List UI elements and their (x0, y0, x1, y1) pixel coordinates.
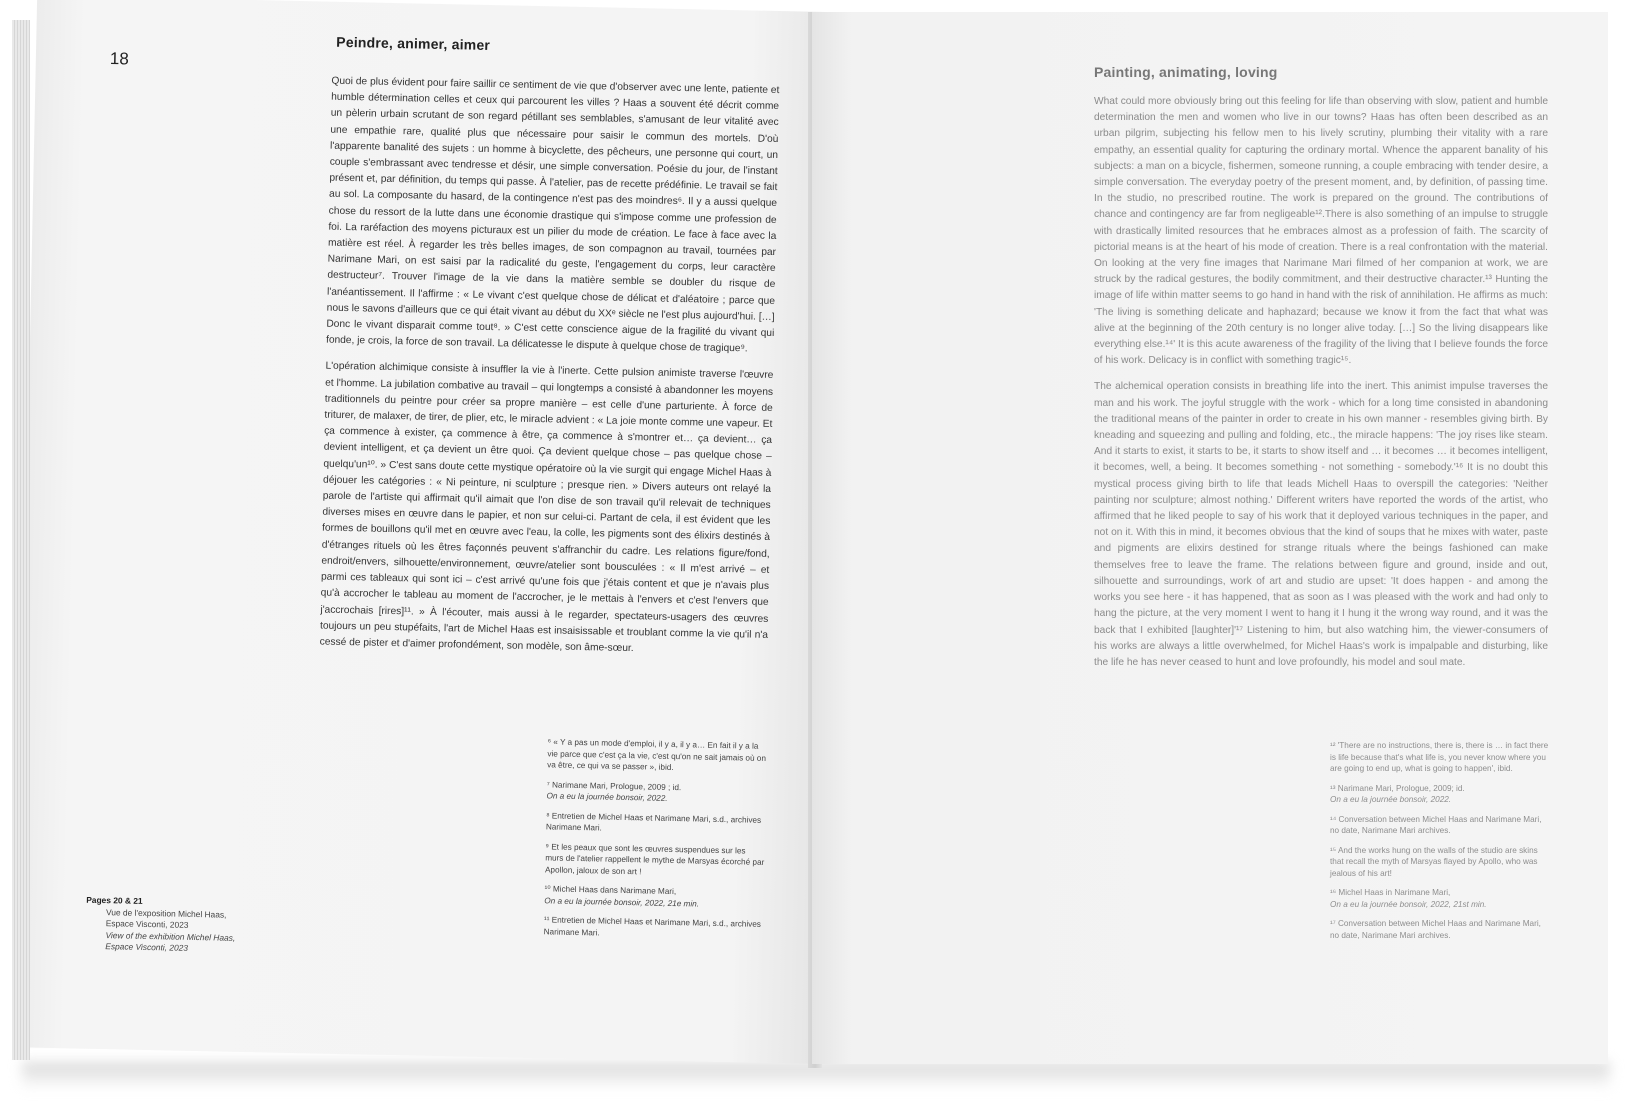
footnote-7: ⁷ Narimane Mari, Prologue, 2009 ; id. On a eu la journée bonsoir, 2022. (546, 779, 682, 803)
footnote-14: ¹⁴ Conversation between Michel Haas and Narimane Mari, no date, Narimane Mari archives. (1330, 814, 1542, 835)
footnote-11: ¹¹ Entretien de Michel Haas et Narimane Mari, s.d., archives Narimane Mari. (543, 915, 762, 937)
french-title: Peindre, animer, aimer (336, 33, 491, 53)
footnote-12: ¹² 'There are no instructions, there is, there is … in fact there is life because that's what life is, you never know where you are going to end up, what is going to happen', ibid. (1330, 741, 1549, 773)
footnote-9: ⁹ Et les peaux que sont les œuvres suspendues sur les murs de l'atelier rappellent le mythe de Marsyas écorché par Apollon, jaloux de son art ! (544, 841, 765, 876)
page-number: 18 (109, 49, 130, 69)
left-page (15, 0, 831, 1064)
footnote-15: ¹⁵ And the works hung on the walls of the studio are skins that recall the myth of Marsyas flayed by Apollo, who was jealous of his art! (1330, 845, 1538, 878)
english-footnotes (1330, 740, 1550, 949)
footnote-16: ¹⁶ Michel Haas in Narimane Mari, On a eu la journée bonsoir, 2022, 21st min. (1330, 888, 1487, 909)
caption-line-4: Espace Visconti, 2023 (105, 941, 189, 953)
image-caption (85, 895, 236, 956)
english-paragraph-2: The alchemical operation consists in breathing life into the inert. This animist impulse traverses the man and his work. The joyful struggle with the work - which for a long time consisted in abandoning the traditional means of the painter in order to create in his own manner - resembles giving birth. By kneading and squeezing and pulling and folding, etc., the miracle happens: 'The joy rises like steam. And it starts to exist, it starts to be, it starts to show itself and … it becomes … it becomes intelligent, it becomes, well, a being. It becomes something - not something - somebody.'¹⁶ It is no doubt this mystical process giving birth to life that leads Michell Haas to overspill the categories: 'Neither painting nor sculpture; almost nothing.' Different writers have reported the words of the artist, who affirmed that he liked people to say of his work that it deployed various techniques in the paper, and not on it. With this in mind, it becomes obvious that the kind of soups that he mixes with water, paste and pigments are elixirs destined for strange rituals where the beings fashioned can make themselves free to leave the frame. The relations between figure and ground, inside and out, silhouette and surroundings, work of art and studio are upset: 'It does happen - and among the works you see here - it has happened, that as soon as I was pleased with the work and had only to hang the picture, at the very moment I went to hang it I hung it the wrong way round, and it was the back that I exhibited [laughter]'¹⁷ Listening to him, but also watching him, the viewer-consumers of his works are always a little overwhelmed, for Michel Haas's work is impalpable and disturbing, like the life he has never ceased to hunt and love profoundly, his model and soul mate. (1094, 381, 1548, 668)
footnote-6: ⁶ « Y a pas un mode d'emploi, il y a, il y a… En fait il y a la vie parce que c'est ça la vie, c'est qu'on ne sait jamais où on va être, ce qui va se passer », ibid. (547, 737, 767, 772)
english-paragraph-1: What could more obviously bring out this feeling for life than observing with slow, patient and humble determination the men and women who live in our towns? Haas has often been described as an urban pilgrim, subjecting his fellow men to his lively scrutiny, plumbing their vitality with a rare empathy, an essential quality for capturing the ordinary mortal. Whence the apparent banality of his subjects: a man on a bicycle, fishermen, someone running, a couple embracing with tender desire, a simple conversation. The everyday poetry of the present moment, and, by definition, of passing time. In the studio, no prescribed routine. The work is prepared on the ground. The contributions of chance and contingency are far from negligeable¹².There is also something of an impulse to struggle with drastically limited resources that he embraces almost as a profession of faith. The scarcity of pictorial means is at the heart of his mode of creation. There is a real confrontation with the material. On looking at the very fine images that Narimane Mari filmed of her companion at work, we are struck by the radical gestures, the bodily commitment, and their destructive character.¹³ Hunting the image of life within matter seems to go hand in hand with the risk of annihilation. He affirms as much: 'The living is something delicate and haphazard; because we know it from the fact that what was alive at the beginning of the 20th century is no longer alive today. […] So the living disappears like everything else.¹⁴' It is this acute awareness of the fragility of the living that I believe founds the force of his work. Delicacy is in conflict with something tragic¹⁵. (1094, 96, 1548, 367)
footnote-10: ¹⁰ Michel Haas dans Narimane Mari, On a eu la journée bonsoir, 2022, 21e min. (544, 884, 700, 909)
footnote-13: ¹³ Narimane Mari, Prologue, 2009; id. On a eu la journée bonsoir, 2022. (1330, 783, 1465, 804)
caption-line-1: Vue de l'exposition Michel Haas, (105, 906, 227, 920)
english-body-text (1094, 94, 1548, 681)
caption-line-3: View of the exhibition Michel Haas, (105, 929, 236, 943)
caption-line-2: Espace Visconti, 2023 (105, 918, 189, 930)
right-page (812, 12, 1608, 1064)
french-body-text (319, 74, 779, 670)
caption-heading: Pages 20 & 21 (86, 894, 143, 906)
french-paragraph-2: L'opération alchimique consiste à insuffler la vie à l'inerte. Cette pulsion animiste traverse l'œuvre et l'homme. La jubilation combative au travail – qui longtemps a consisté à abandonner les moyens traditionnels du peintre pour créer sa propre manière – est celle d'une parturiente. À force de triturer, de malaxer, de tirer, de plier, etc, le miracle advient : « La joie monte comme une vapeur. Et ça commence à exister, ça commence à être, ça commence à s'montrer et… ça devient… ça devient intelligent, et ça devient un être quoi. Ça devient quelque chose – pas quelque chose – quelqu'un¹⁰. » C'est sans doute cette mystique opératoire où la vie surgit qui engage Michel Haas à déjouer les catégories : « Ni peinture, ni sculpture ; presque rien. » Divers auteurs ont relayé la parole de l'artiste qui affirmait qu'il aimait que l'on dise de son travail qu'il relevait de techniques diverses mises en œuvre dans le papier, et non sur celui-ci. Partant de cela, il est évident que les formes de bouillons qu'il met en œuvre avec l'eau, la colle, les pigments sont des élixirs destinés à d'étranges rituels où les êtres façonnés peuvent s'affranchir du cadre. Les relations figure/fond, endroit/envers, silhouette/environnement, œuvre/atelier sont bousculées : « Il m'est arrivé – et parmi ces tableaux qui sont ici – c'est arrivé qu'une fois que j'étais content et que je n'avais plus qu'à accrocher le tableau au moment de l'accrocher, je le mettais à l'envers et c'est l'envers que j'accrochais [rires]¹¹. » À l'écouter, mais aussi à le regarder, spectateurs-usagers des œuvres toujours un peu stupéfaits, l'art de Michel Haas est insaisissable et troublant comme la vie qu'il n'a cessé de pister et d'aimer profondément, son modèle, son âme-sœur. (319, 361, 774, 655)
footnote-17: ¹⁷ Conversation between Michel Haas and Narimane Mari, no date, Narimane Mari archives. (1330, 919, 1541, 940)
french-footnotes (543, 736, 767, 950)
english-title: Painting, animating, loving (1094, 64, 1278, 80)
page-edges (12, 20, 30, 1060)
book-spread (12, 12, 1618, 1072)
french-paragraph-1: Quoi de plus évident pour faire saillir ce sentiment de vie que d'observer avec une lente, patiente et humble détermination celles et ceux qui parcourent les villes ? Haas a souvent été décrit comme un pèlerin urbain scrutant de son regard pétillant ses semblables, s'amusant de leur vitalité avec une empathie rare, qualité plus que nécessaire pour saisir le commun des mortels. D'où l'apparente banalité des sujets : un homme à bicyclette, des pêcheurs, une personne qui court, un couple s'embrassant avec tendresse et désir, une simple conversation. Poésie du jour, de l'instant présent et, par définition, du temps qui passe. À l'atelier, pas de recette prédéfinie. Le travail se fait au sol. La composante du hasard, de la contingence n'est pas des moindres⁶. Il y a aussi quelque chose du ressort de la lutte dans une économie drastique qui s'impose comme une profession de foi. La raréfaction des moyens picturaux est un pilier du mode de création. Le face à face avec la matière est réel. À regarder les très belles images, de son compagnon au travail, tournées par Narimane Mari, on est saisi par la radicalité du geste, l'engagement du corps, leur caractère destructeur⁷. Trouver l'image de la vie dans la matière semble se doubler du risque de l'anéantissement. Il l'affirme : « Le vivant c'est quelque chose de délicat et d'aléatoire ; parce que nous le savons d'ailleurs que ce qui était vivant au début du XXᵉ siècle ne l'est plus aujourd'hui. […] Donc le vivant disparait comme tout⁸. » C'est cette conscience aigue de la fragilité du vivant qui fonde, je crois, la force de son travail. La délicatesse le dispute à quelque chose de tragique⁹. (325, 75, 780, 355)
footnote-8: ⁸ Entretien de Michel Haas et Narimane Mari, s.d., archives Narimane Mari. (545, 810, 762, 833)
